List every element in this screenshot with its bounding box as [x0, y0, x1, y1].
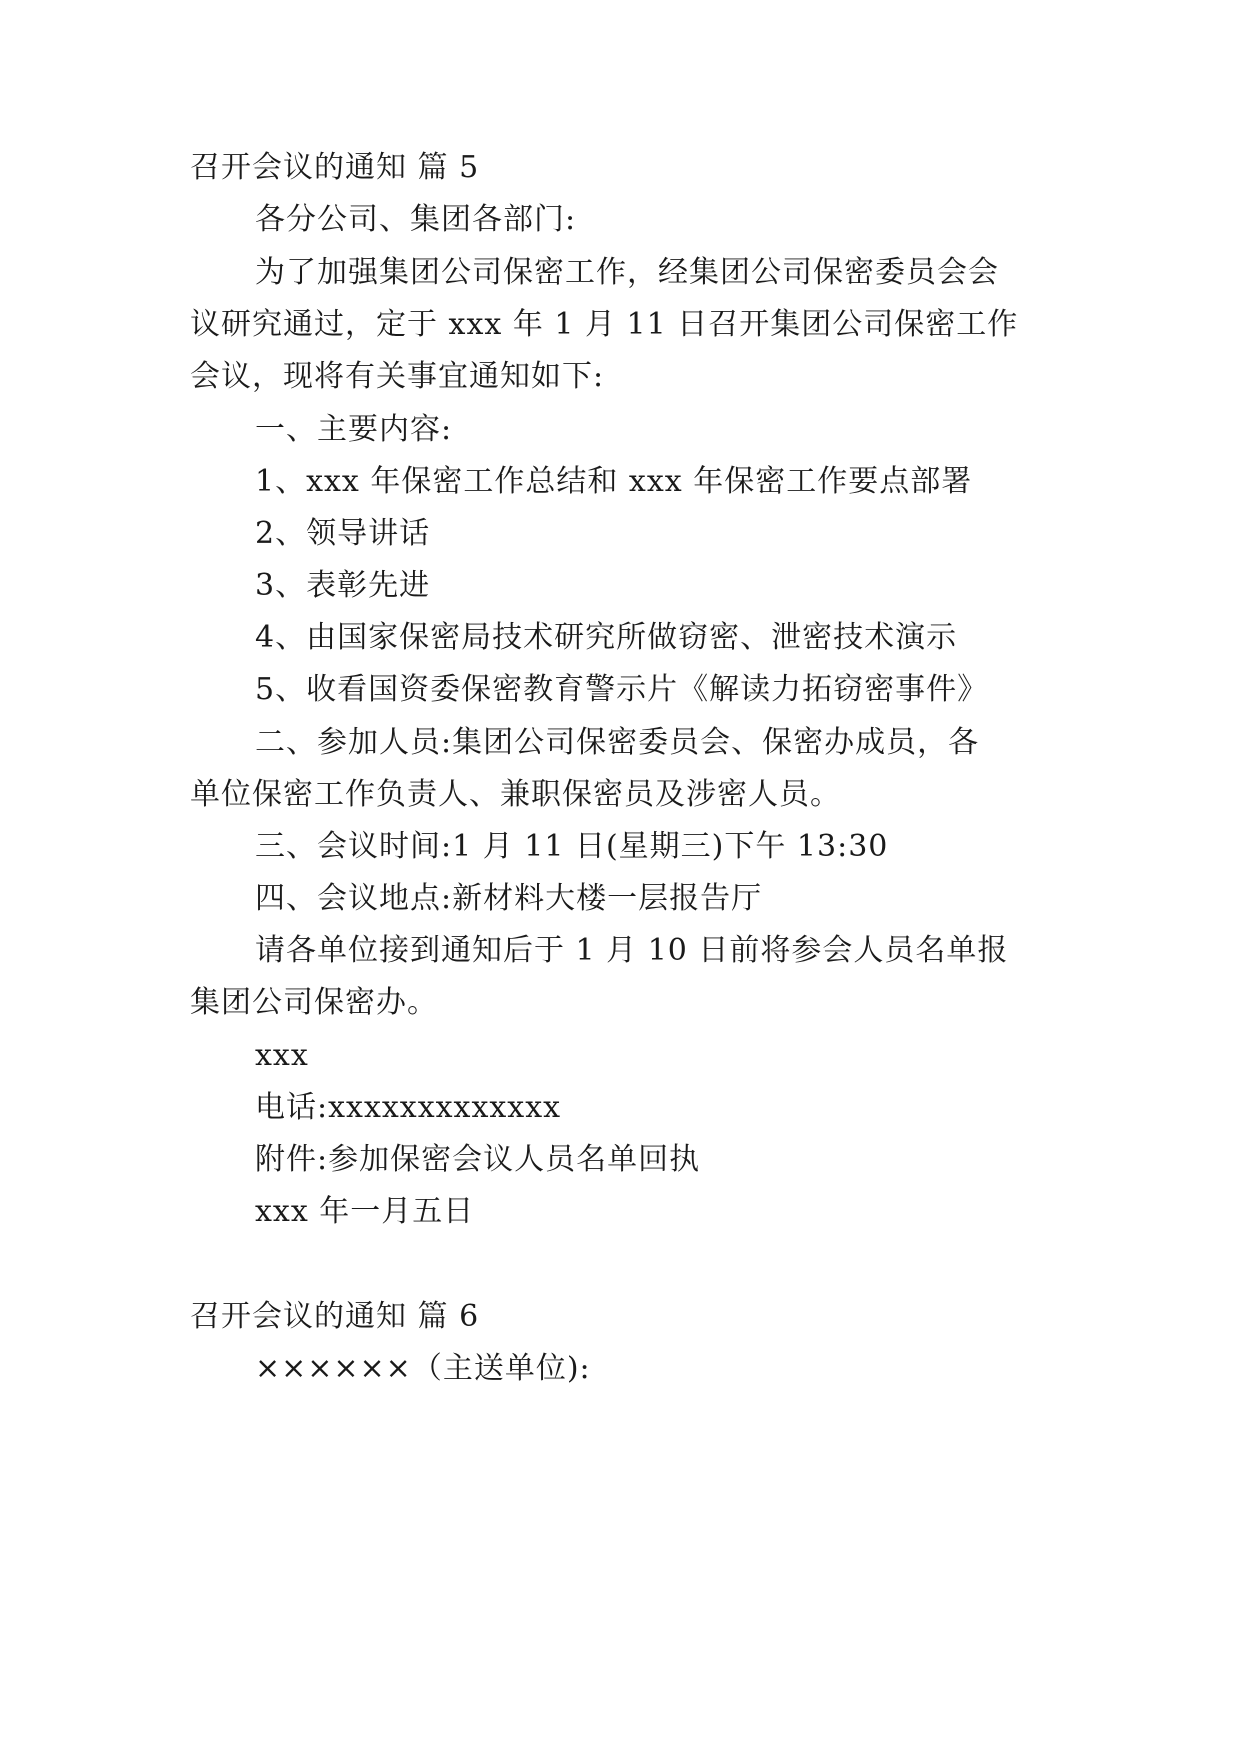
- meeting-location: 四、会议地点:新材料大楼一层报告厅: [255, 881, 763, 916]
- content-heading: 一、主要内容:: [255, 412, 453, 447]
- list-item: 2、领导讲话: [255, 516, 431, 551]
- section-6-salutation: ××××××（主送单位):: [255, 1351, 591, 1386]
- list-item: 3、表彰先进: [255, 568, 431, 603]
- contact-name: xxx: [255, 1038, 309, 1073]
- contact-phone: 电话:xxxxxxxxxxxxx: [255, 1090, 562, 1125]
- document-date: xxx 年一月五日: [255, 1194, 475, 1229]
- participants-line: 二、参加人员:集团公司保密委员会、保密办成员，各: [255, 725, 980, 760]
- meeting-time: 三、会议时间:1 月 11 日(星期三)下午 13:30: [255, 829, 889, 864]
- salutation: 各分公司、集团各部门:: [255, 202, 577, 237]
- paragraph-line: 议研究通过，定于 xxx 年 1 月 11 日召开集团公司保密工作: [190, 307, 1019, 342]
- section-5-heading: 召开会议的通知 篇 5: [190, 150, 480, 185]
- section-6-heading: 召开会议的通知 篇 6: [190, 1299, 480, 1334]
- list-item: 5、收看国资委保密教育警示片《解读力拓窃密事件》: [255, 672, 989, 707]
- request-line: 集团公司保密办。: [190, 985, 438, 1020]
- attachment-note: 附件:参加保密会议人员名单回执: [255, 1142, 701, 1177]
- list-item: 1、xxx 年保密工作总结和 xxx 年保密工作要点部署: [255, 464, 973, 499]
- list-item: 4、由国家保密局技术研究所做窃密、泄密技术演示: [255, 620, 958, 655]
- participants-line: 单位保密工作负责人、兼职保密员及涉密人员。: [190, 777, 841, 812]
- request-line: 请各单位接到通知后于 1 月 10 日前将参会人员名单报: [255, 933, 1009, 968]
- paragraph-line: 会议，现将有关事宜通知如下:: [190, 359, 605, 394]
- paragraph-line: 为了加强集团公司保密工作，经集团公司保密委员会会: [255, 255, 999, 290]
